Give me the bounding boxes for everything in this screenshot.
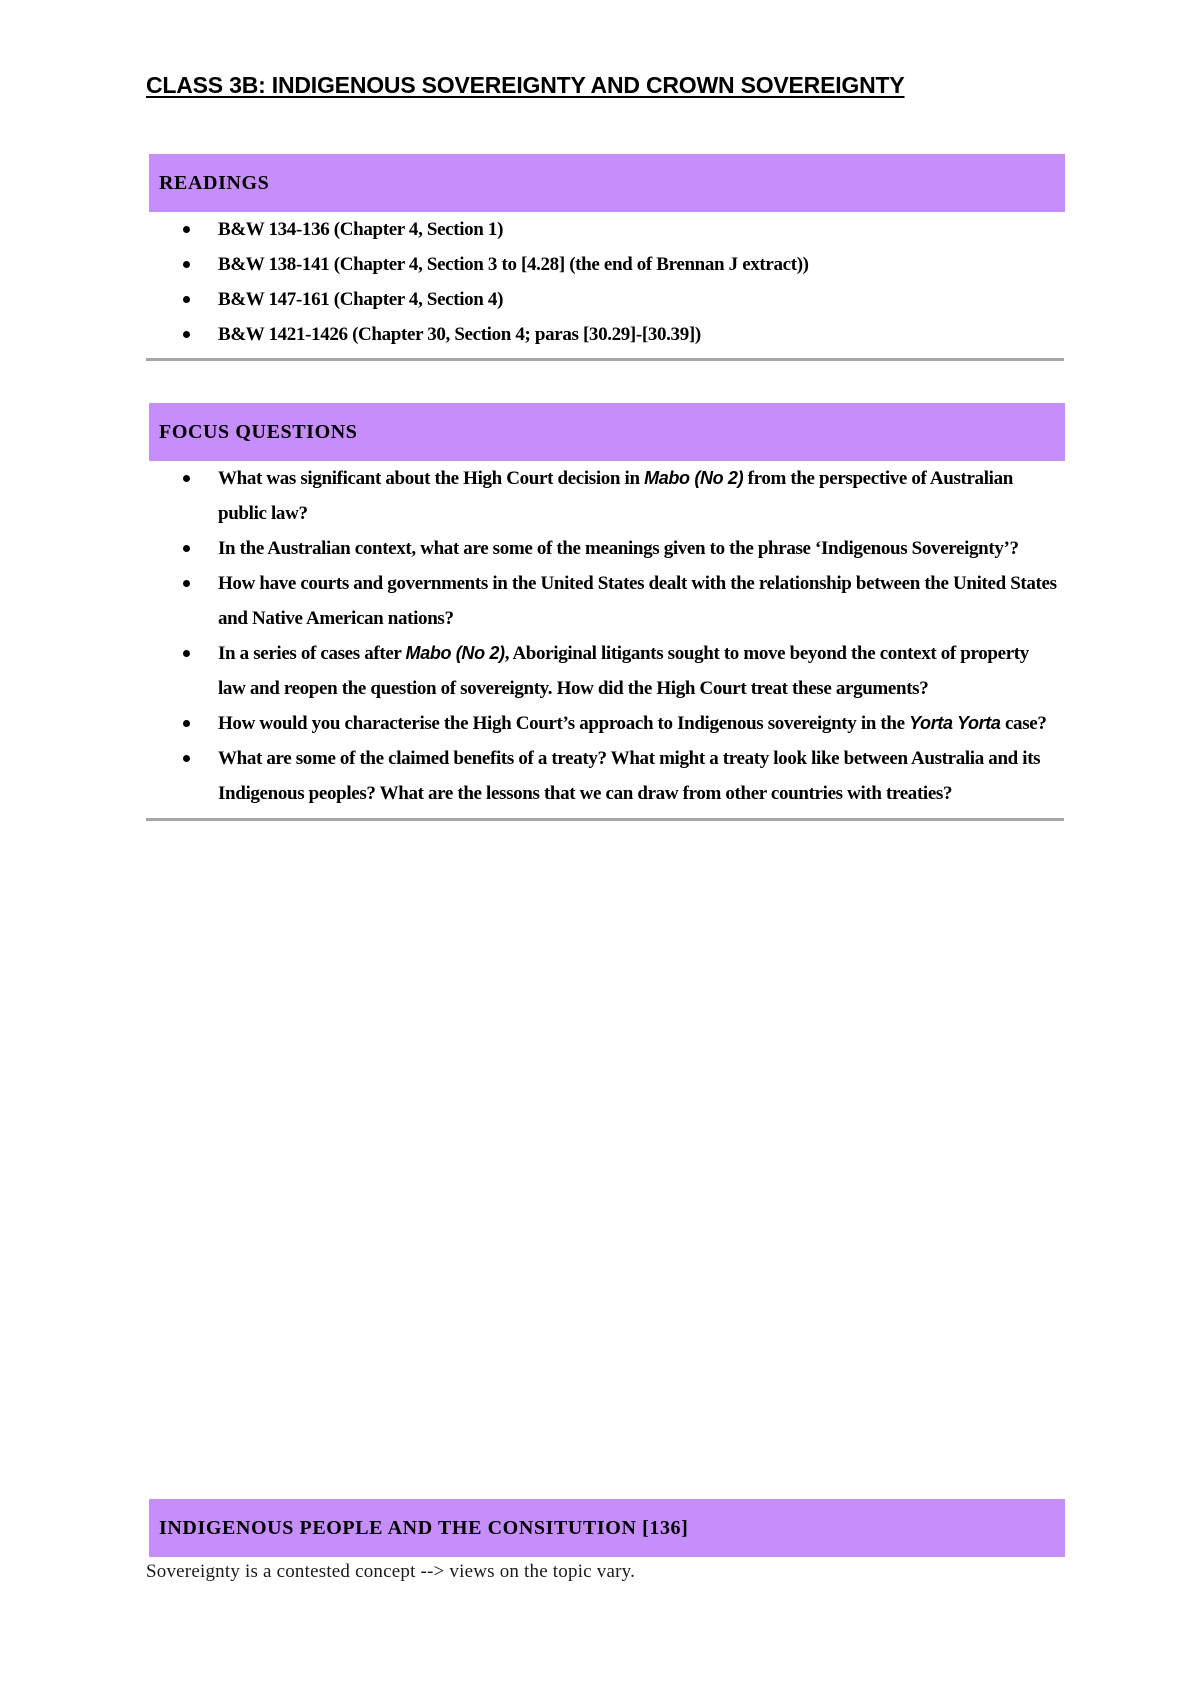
reading-item: B&W 1421-1426 (Chapter 30, Section 4; paras [30.29]-[30.39]) bbox=[146, 317, 1064, 352]
focus-question: What was significant about the High Court decision in Mabo (No 2) from the perspective of Australian public law? bbox=[146, 461, 1064, 531]
body-paragraph: Sovereignty is a contested concept --> views on the topic vary. bbox=[146, 1561, 636, 1582]
case-name-mabo: Mabo (No 2) bbox=[405, 643, 505, 663]
readings-list bbox=[146, 212, 1064, 361]
page-title: CLASS 3B: INDIGENOUS SOVEREIGNTY AND CROWN SOVEREIGNTY bbox=[146, 72, 905, 98]
focus-question: How have courts and governments in the United States dealt with the relationship between the United States and Native American nations? bbox=[146, 566, 1064, 636]
readings-heading: READINGS bbox=[149, 154, 1065, 212]
reading-item: B&W 138-141 (Chapter 4, Section 3 to [4.28] (the end of Brennan J extract)) bbox=[146, 247, 1064, 282]
reading-item: B&W 134-136 (Chapter 4, Section 1) bbox=[146, 212, 1064, 247]
focus-question: In the Australian context, what are some of the meanings given to the phrase ‘Indigenous Sovereignty’? bbox=[146, 531, 1064, 566]
constitution-heading: INDIGENOUS PEOPLE AND THE CONSITUTION [136] bbox=[149, 1499, 1065, 1557]
focus-question: How would you characterise the High Court’s approach to Indigenous sovereignty in the Yorta Yorta case? bbox=[146, 706, 1064, 741]
focus-questions-list bbox=[146, 461, 1064, 821]
focus-question: What are some of the claimed benefits of a treaty? What might a treaty look like between Australia and its Indigenous peoples? What are the lessons that we can draw from other countries with treaties? bbox=[146, 741, 1064, 811]
focus-questions-heading: FOCUS QUESTIONS bbox=[149, 403, 1065, 461]
reading-item: B&W 147-161 (Chapter 4, Section 4) bbox=[146, 282, 1064, 317]
case-name-mabo: Mabo (No 2) bbox=[644, 468, 744, 488]
focus-question: In a series of cases after Mabo (No 2), Aboriginal litigants sought to move beyond the context of property law and reopen the question of sovereignty. How did the High Court treat these arguments? bbox=[146, 636, 1064, 706]
case-name-yorta-yorta: Yorta Yorta bbox=[909, 713, 1001, 733]
